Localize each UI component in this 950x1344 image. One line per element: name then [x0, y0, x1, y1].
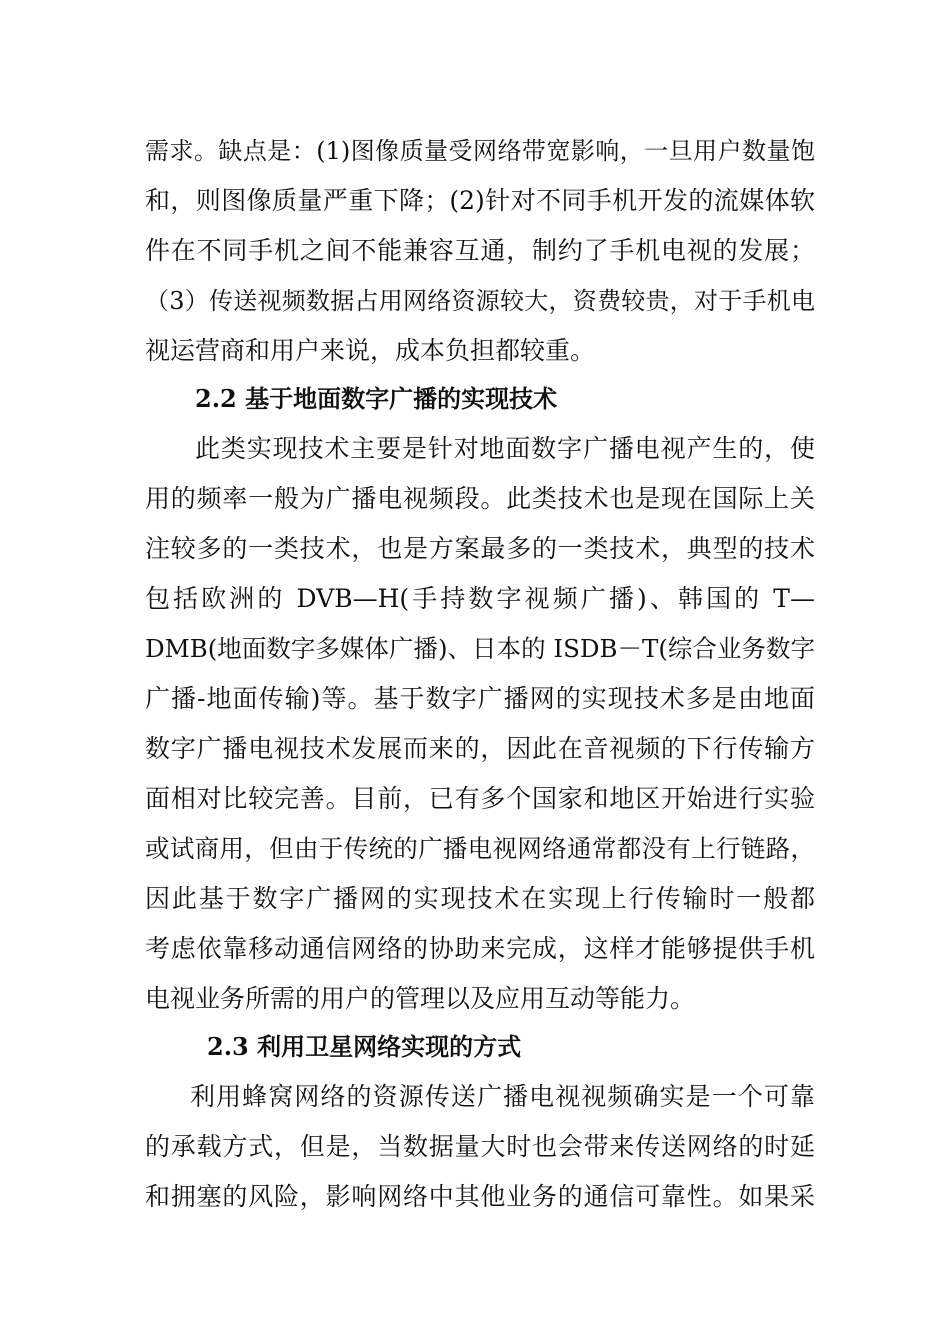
- text-line: 或试商用，但由于传统的广播电视网络通常都没有上行链路，: [145, 834, 815, 863]
- text-line: 需求。缺点是：(1)图像质量受网络带宽影响，一旦用户数量饱: [145, 137, 815, 165]
- paragraph-terrestrial-broadcast: [145, 424, 815, 1024]
- text-line: 广播-地面传输)等。基于数字广播网的实现技术多是由地面: [145, 684, 815, 713]
- text-line: 和，则图像质量严重下降；(2)针对不同手机开发的流媒体软: [145, 186, 815, 215]
- paragraph-satellite: [145, 1072, 815, 1222]
- text-line: 面相对比较完善。目前，已有多个国家和地区开始进行实验: [145, 784, 815, 813]
- text-line: 的承载方式，但是，当数据量大时也会带来传送网络的时延: [145, 1132, 815, 1161]
- text-line: 包括欧洲的 DVB—H(手持数字视频广播)、韩国的 T—: [145, 584, 815, 613]
- text-line: （3）传送视频数据占用网络资源较大，资费较贵，对于手机电: [145, 287, 815, 315]
- text-line: 和拥塞的风险，影响网络中其他业务的通信可靠性。如果采: [145, 1182, 815, 1211]
- text-line: 因此基于数字广播网的实现技术在实现上行传输时一般都: [145, 884, 815, 913]
- text-line: 用的频率一般为广播电视频段。此类技术也是现在国际上关: [145, 484, 815, 513]
- paragraph-drawbacks: [145, 126, 815, 376]
- text-line: 利用蜂窝网络的资源传送广播电视视频确实是一个可靠: [190, 1082, 815, 1111]
- text-line: 此类实现技术主要是针对地面数字广播电视产生的，使: [195, 434, 815, 463]
- text-line: DMB(地面数字多媒体广播)、日本的 ISDB－T(综合业务数字: [145, 634, 815, 663]
- text-line: 注较多的一类技术，也是方案最多的一类技术，典型的技术: [145, 534, 815, 563]
- text-line: 视运营商和用户来说，成本负担都较重。: [145, 336, 596, 365]
- section-heading-2-2: 2.2 基于地面数字广播的实现技术: [195, 384, 558, 413]
- text-line: 电视业务所需的用户的管理以及应用互动等能力。: [145, 984, 696, 1013]
- text-line: 件在不同手机之间不能兼容互通，制约了手机电视的发展；: [145, 236, 815, 265]
- text-line: 数字广播电视技术发展而来的，因此在音视频的下行传输方: [145, 734, 815, 763]
- text-line: 考虑依靠移动通信网络的协助来完成，这样才能够提供手机: [145, 934, 815, 963]
- section-heading-2-3: 2.3 利用卫星网络实现的方式: [207, 1032, 522, 1061]
